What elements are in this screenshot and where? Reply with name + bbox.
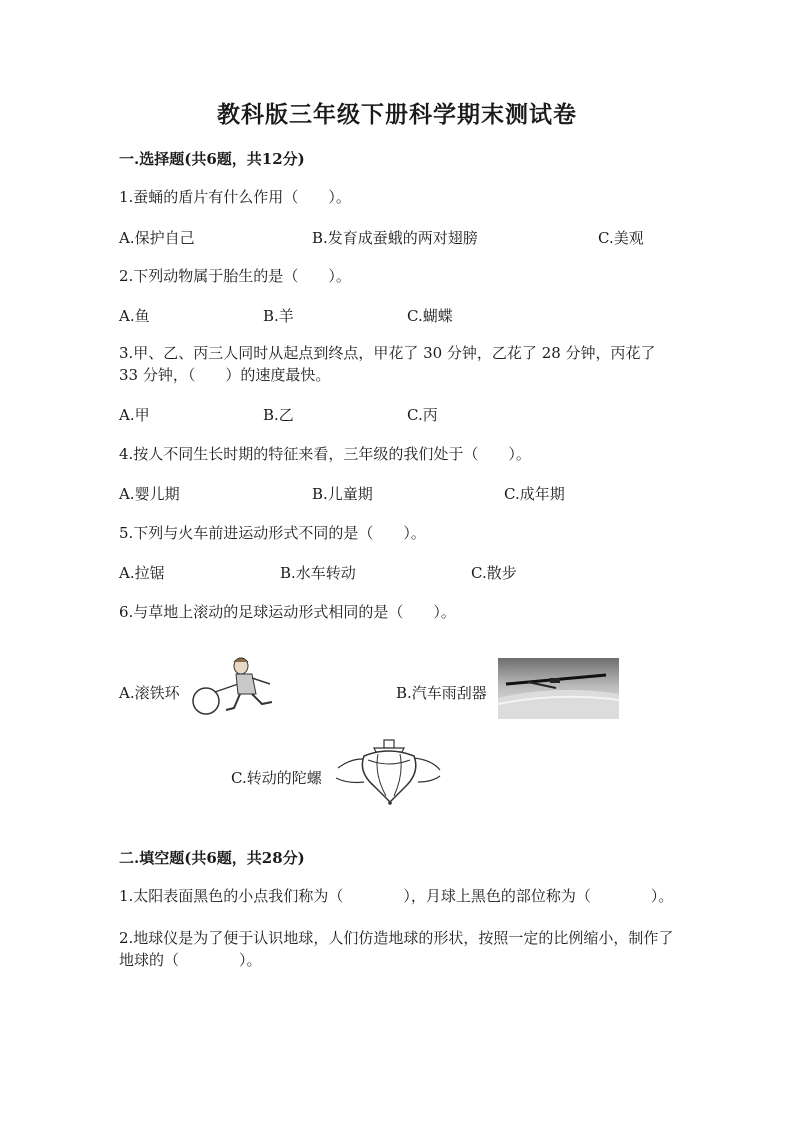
boy-rolling-hoop-image (186, 654, 286, 716)
q1-option-b: B.发育成蚕蛾的两对翅膀 (312, 229, 478, 247)
q6-option-c: C.转动的陀螺 (231, 769, 322, 787)
question-5: 5.下列与火车前进运动形式不同的是（ ）。 (119, 524, 426, 542)
question-2: 2.下列动物属于胎生的是（ ）。 (119, 267, 351, 285)
q3-option-c: C.丙 (407, 406, 438, 424)
car-wiper-image (498, 658, 619, 719)
q6-option-b: B.汽车雨刮器 (396, 684, 487, 702)
q2-option-a: A.鱼 (119, 307, 150, 325)
question-6: 6.与草地上滚动的足球运动形式相同的是（ ）。 (119, 603, 456, 621)
q6-option-a: A.滚铁环 (119, 684, 180, 702)
q4-option-c: C.成年期 (504, 485, 565, 503)
q5-option-c: C.散步 (471, 564, 517, 582)
q5-option-b: B.水车转动 (280, 564, 356, 582)
q5-option-a: A.拉锯 (119, 564, 165, 582)
fill-question-2: 2.地球仪是为了便于认识地球，人们仿造地球的形状，按照一定的比例缩小，制作了地球的（ ）。 (119, 929, 674, 969)
q2-option-b: B.羊 (263, 307, 294, 325)
fill-question-1: 1.太阳表面黑色的小点我们称为（ ），月球上黑色的部位称为（ ）。 (119, 887, 674, 905)
page-title: 教科版三年级下册科学期末测试卷 (217, 101, 577, 128)
q1-option-a: A.保护自己 (119, 229, 195, 247)
section-heading-fill: 二.填空题(共6题，共28分) (119, 849, 305, 867)
question-3: 3.甲、乙、丙三人同时从起点到终点，甲花了 30 分钟，乙花了 28 分钟，丙花了 33 分钟，（ ）的速度最快。 (119, 344, 656, 384)
section-heading-choice: 一.选择题(共6题，共12分) (119, 150, 305, 168)
q1-option-c: C.美观 (598, 229, 644, 247)
q3-option-a: A.甲 (119, 406, 150, 424)
q2-option-c: C.蝴蝶 (407, 307, 453, 325)
q3-option-b: B.乙 (263, 406, 294, 424)
question-4: 4.按人不同生长时期的特征来看，三年级的我们处于（ ）。 (119, 445, 531, 463)
q4-option-b: B.儿童期 (312, 485, 373, 503)
q4-option-a: A.婴儿期 (119, 485, 180, 503)
question-1: 1.蚕蛹的盾片有什么作用（ ）。 (119, 188, 351, 206)
spinning-top-image (334, 738, 444, 806)
